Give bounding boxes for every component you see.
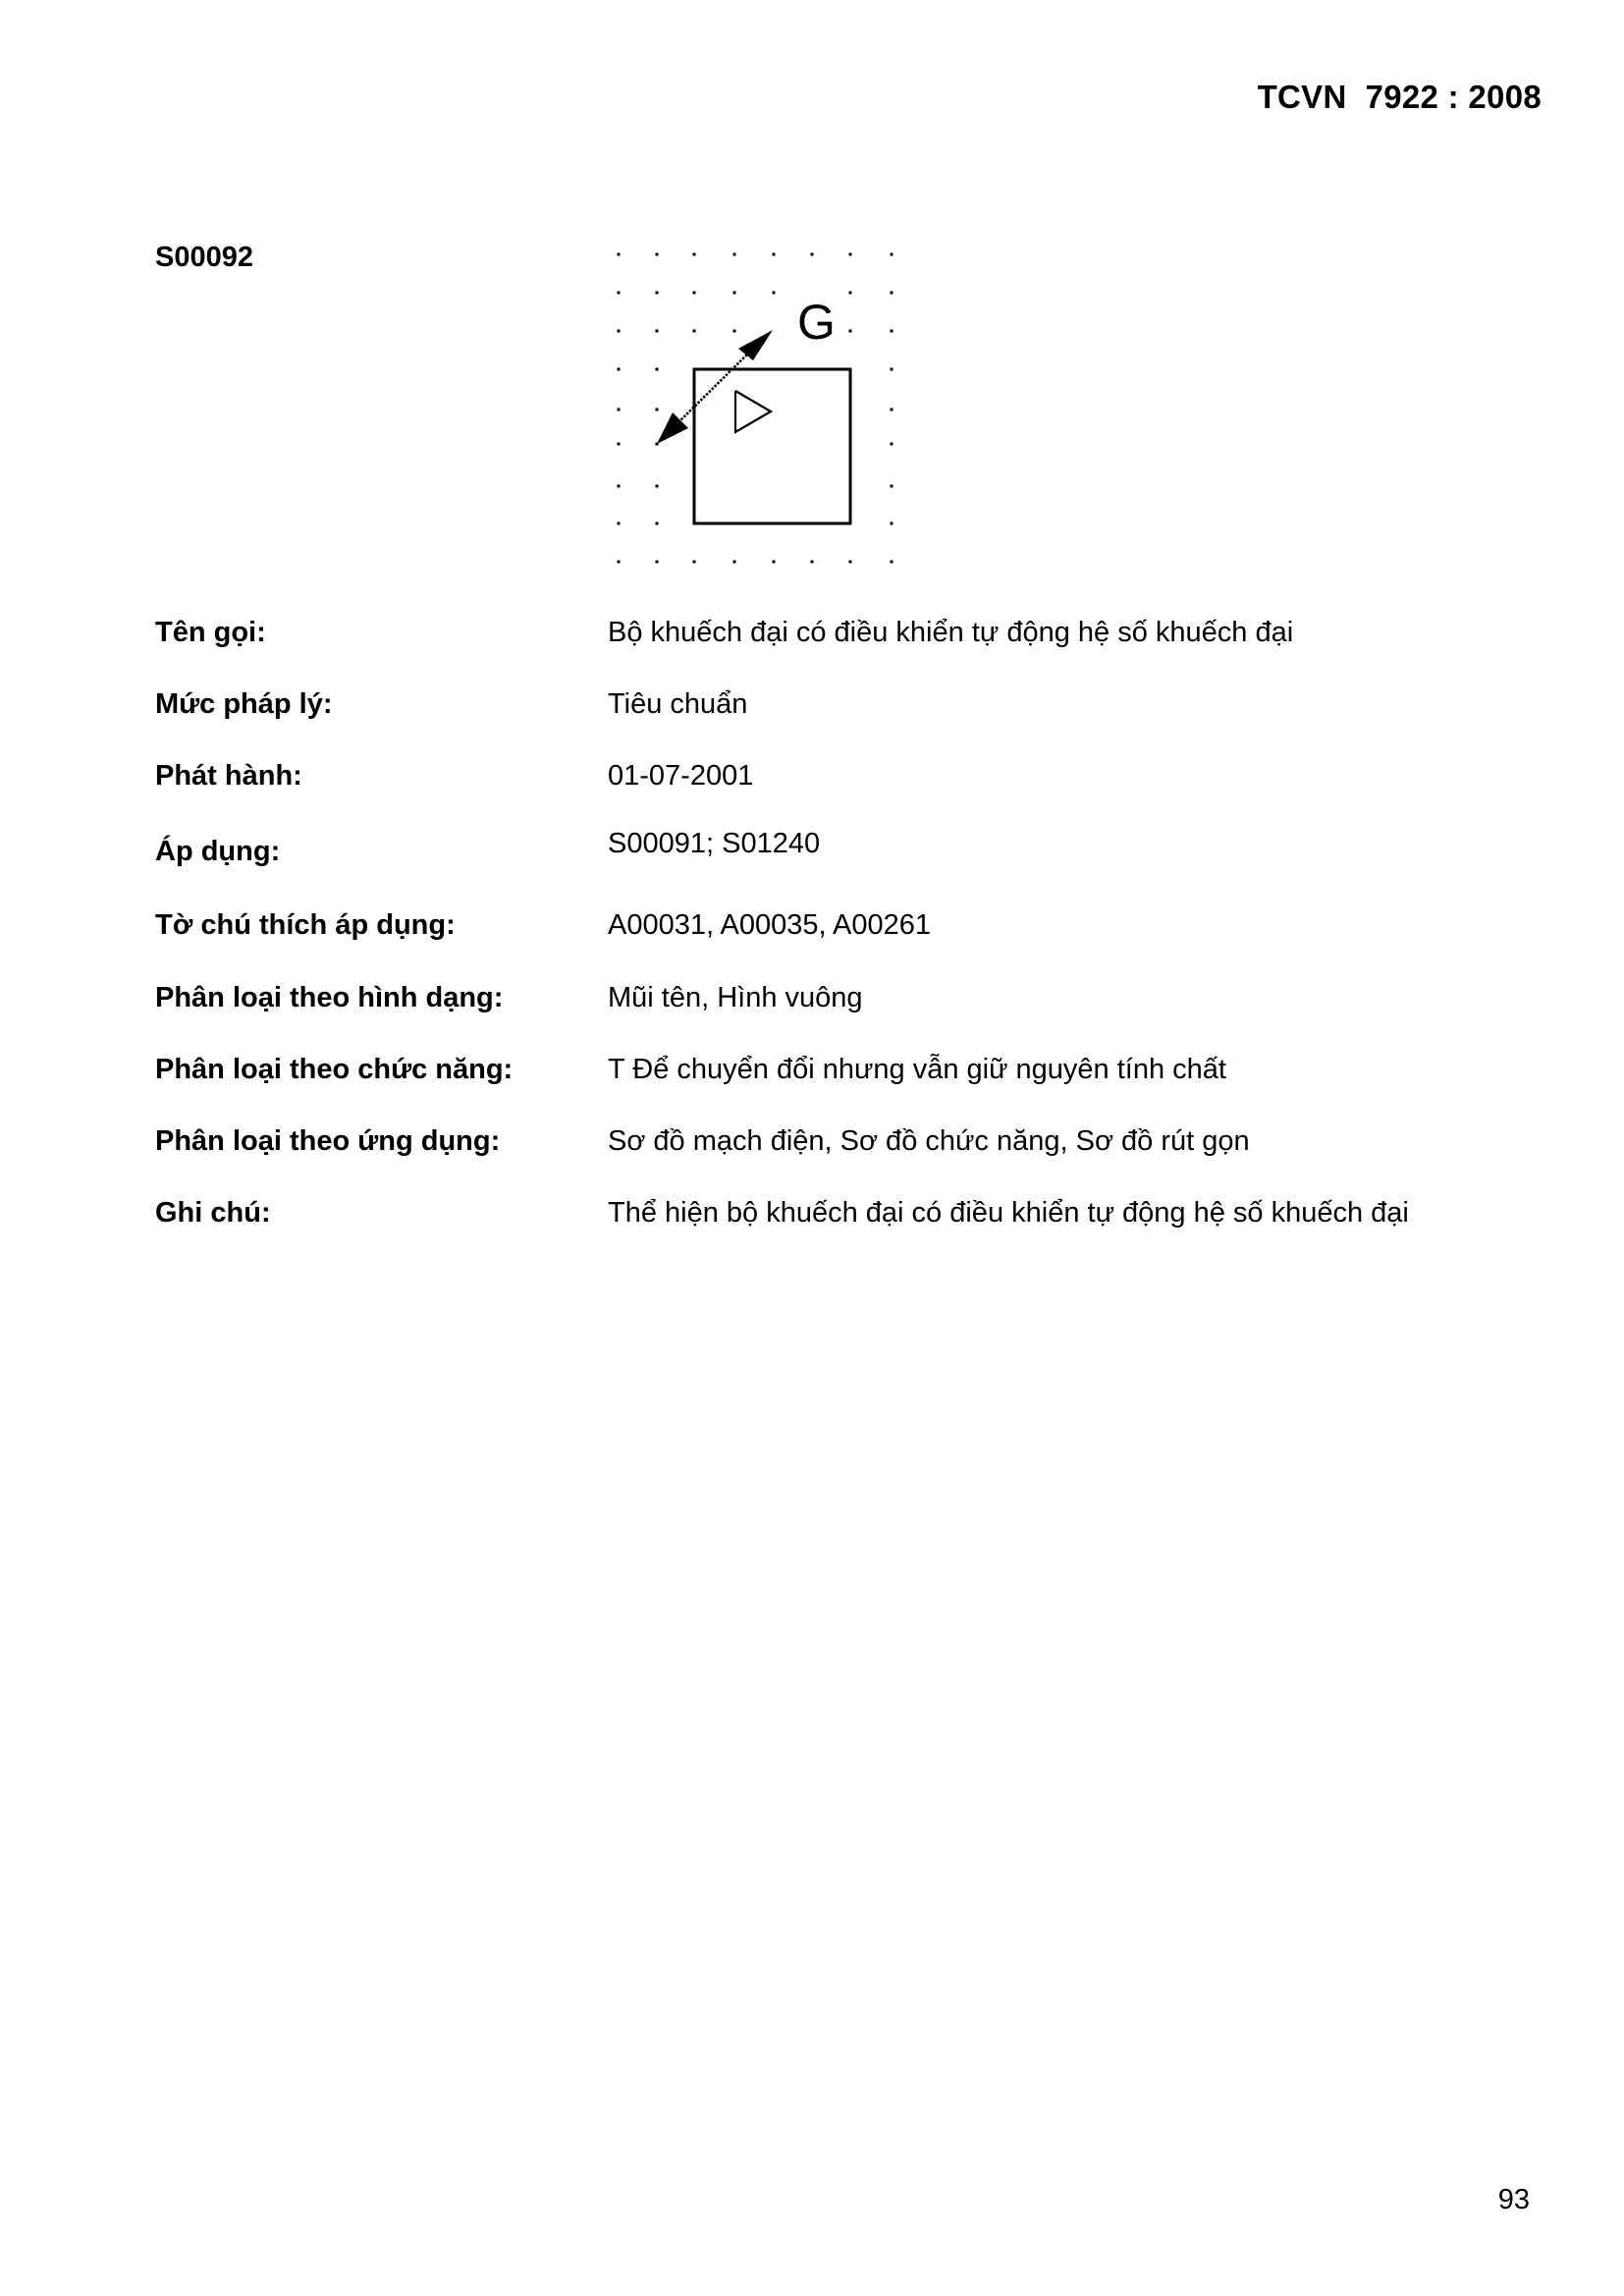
grid-dot: [693, 253, 696, 256]
field-value: A00031, A00035, A00261: [608, 909, 931, 941]
field-value: T Để chuyển đổi nhưng vẫn giữ nguyên tính chất: [608, 1054, 1226, 1085]
grid-dot: [733, 330, 736, 333]
field-label: Tên gọi:: [155, 617, 266, 648]
field-row: [0, 1125, 1624, 1169]
grid-dot: [618, 485, 621, 488]
grid-dot: [891, 253, 893, 256]
grid-dot: [618, 443, 621, 446]
amplifier-triangle-icon: [735, 391, 771, 432]
field-label: Phát hành:: [155, 760, 302, 792]
grid-dot: [891, 368, 893, 371]
page-number: 93: [1497, 2184, 1530, 2215]
field-value: Mũi tên, Hình vuông: [608, 982, 863, 1013]
field-value: Thể hiện bộ khuếch đại có điều khiển tự động hệ số khuếch đại: [608, 1197, 1409, 1229]
grid-dot: [618, 368, 621, 371]
dotted-grid: [618, 253, 893, 564]
grid-dot: [891, 409, 893, 411]
field-value: 01-07-2001: [608, 760, 754, 792]
grid-dot: [811, 253, 814, 256]
grid-dot: [618, 292, 621, 295]
grid-dot: [773, 292, 776, 295]
double-headed-arrow-icon: [657, 330, 773, 444]
grid-dot: [773, 561, 776, 564]
field-value: Sơ đồ mạch điện, Sơ đồ chức năng, Sơ đồ rút gọn: [608, 1125, 1250, 1157]
grid-dot: [891, 443, 893, 446]
grid-dot: [849, 330, 852, 333]
field-row: [0, 1054, 1624, 1097]
field-label: Phân loại theo ứng dụng:: [155, 1125, 501, 1157]
field-row: [0, 982, 1624, 1025]
field-label: Áp dụng:: [155, 836, 281, 867]
grid-dot: [849, 561, 852, 564]
field-row: [0, 1197, 1624, 1240]
grid-dot: [656, 330, 659, 333]
square-block: [694, 369, 850, 523]
field-label: Phân loại theo hình dạng:: [155, 982, 504, 1013]
field-row: [0, 760, 1624, 803]
grid-dot: [773, 253, 776, 256]
grid-dot: [811, 561, 814, 564]
field-row: [0, 828, 1624, 879]
grid-dot: [733, 292, 736, 295]
field-label: Tờ chú thích áp dụng:: [155, 909, 456, 941]
grid-dot: [618, 409, 621, 411]
grid-dot: [618, 330, 621, 333]
field-label: Ghi chú:: [155, 1197, 271, 1229]
field-label: Mức pháp lý:: [155, 688, 333, 720]
symbol-id: S00092: [155, 242, 253, 273]
arrowhead-lower: [657, 412, 688, 444]
grid-dot: [618, 561, 621, 564]
field-value: Tiêu chuẩn: [608, 688, 748, 720]
grid-dot: [891, 330, 893, 333]
grid-dot: [656, 253, 659, 256]
grid-dot: [849, 253, 852, 256]
grid-dot: [733, 253, 736, 256]
grid-dot: [891, 292, 893, 295]
field-value: Bộ khuếch đại có điều khiển tự động hệ số khuếch đại: [608, 617, 1294, 648]
grid-dot: [656, 409, 659, 411]
grid-dot: [849, 292, 852, 295]
grid-dot: [733, 561, 736, 564]
field-value: S00091; S01240: [608, 828, 821, 859]
field-row: [0, 617, 1624, 660]
grid-dot: [891, 485, 893, 488]
field-row: [0, 688, 1624, 732]
grid-dot: [693, 330, 696, 333]
grid-dot: [656, 522, 659, 525]
grid-dot: [693, 292, 696, 295]
grid-dot: [693, 561, 696, 564]
arrowhead-upper: [738, 330, 773, 360]
grid-dot: [656, 368, 659, 371]
field-row: [0, 909, 1624, 953]
gain-label-g: G: [797, 295, 836, 350]
grid-dot: [656, 292, 659, 295]
grid-dot: [891, 522, 893, 525]
field-label: Phân loại theo chức năng:: [155, 1054, 514, 1085]
grid-dot: [656, 443, 659, 446]
grid-dot: [618, 253, 621, 256]
grid-dot: [891, 561, 893, 564]
grid-dot: [618, 522, 621, 525]
standard-code-header: TCVN 7922 : 2008: [1257, 79, 1542, 115]
grid-dot: [656, 561, 659, 564]
grid-dot: [656, 485, 659, 488]
